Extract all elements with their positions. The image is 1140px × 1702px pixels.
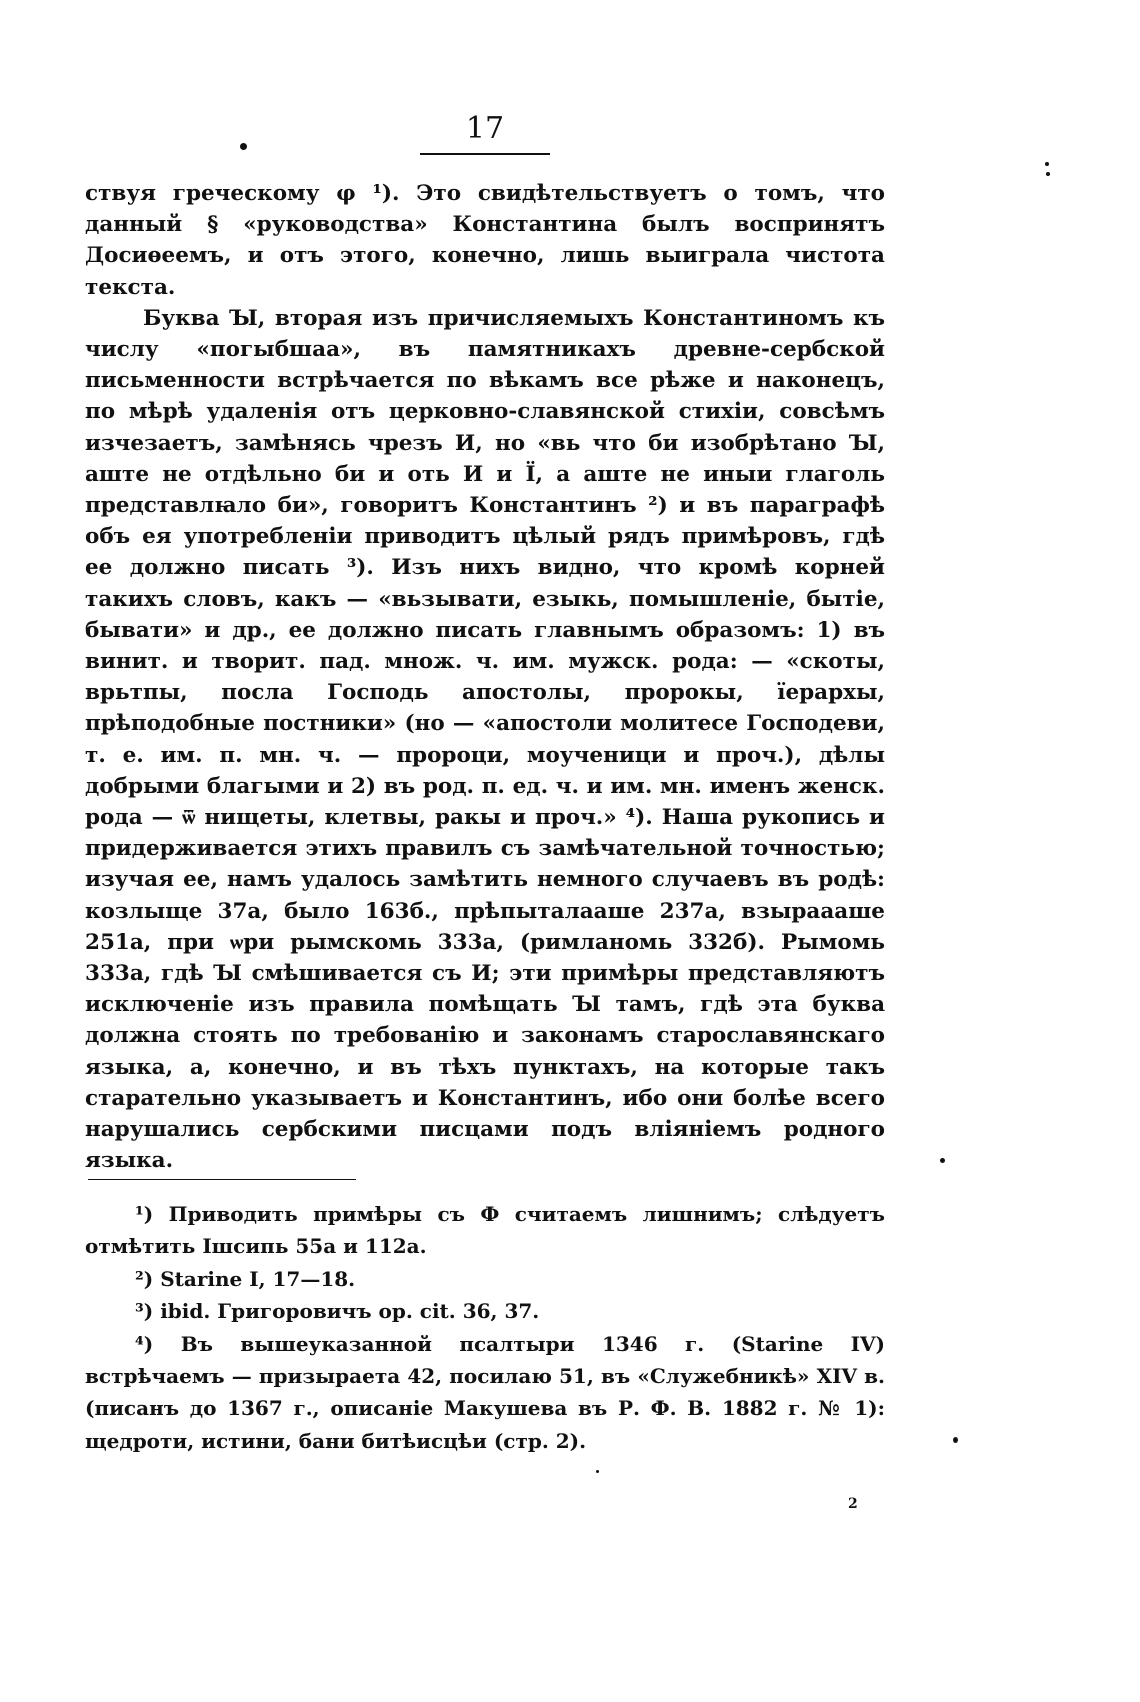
- main-text: [85, 178, 885, 1177]
- footnote-separator: [88, 1179, 356, 1180]
- footnote-text: Starine I, 17—18.: [160, 1266, 356, 1291]
- footnote-3: [85, 1295, 885, 1327]
- paragraph-1: ствуя греческому φ ¹). Это свидѣтельствуетъ о томъ, что данный § «руководства» Константина былъ воспринятъ Досиѳеемъ, и отъ этого, конечно, лишь выиграла чистота текста.: [85, 181, 885, 300]
- footnote-marker: ⁴): [135, 1331, 154, 1356]
- footnote-marker: ¹): [135, 1202, 154, 1226]
- scan-speck: [240, 143, 247, 150]
- scan-speck: [596, 1470, 599, 1473]
- footnote-2: [85, 1263, 885, 1295]
- footnote-text: Приводить примѣры съ Ф считаемъ лишнимъ; слѣдуетъ отмѣтить Ішсипь 55а и 112а.: [85, 1202, 885, 1259]
- scan-speck: [1045, 162, 1049, 166]
- scan-speck: [953, 1437, 958, 1443]
- footnote-text: ibid. Григоровичъ op. cit. 36, 37.: [160, 1299, 540, 1324]
- page-number-rule: [420, 153, 550, 155]
- scan-speck: [940, 1158, 945, 1163]
- scan-speck: [1046, 172, 1050, 176]
- footnote-marker: ²): [135, 1266, 154, 1291]
- footnote-1: [85, 1198, 885, 1263]
- footnotes: [85, 1198, 885, 1457]
- footnote-4: [85, 1328, 885, 1458]
- paragraph-2: Буква Ꙑ, вторая изъ причисляемыхъ Константиномъ къ числу «погыбшаа», въ памятникахъ древне-сербской письменности встрѣчается по вѣкамъ все рѣже и наконецъ, по мѣрѣ удаленія отъ церковно-славянской стихіи, совсѣмъ изчезаетъ, замѣнясь чрезъ И, но «вь что би изобрѣтано Ꙑ, аште не отдѣльно би и оть И и Ї, а аште не иныи глаголь представлꙗло би», говоритъ Константинъ ²) и въ параграфѣ объ ея употребленіи приводитъ цѣлый рядъ примѣровъ, гдѣ ее должно писать ³). Изъ нихъ видно, что кромѣ корней такихъ словъ, какъ — «вьзывати, езыкь, помышленіе, бытіе, бывати» и др., ее должно писать главнымъ образомъ: 1) въ винит. и творит. пад. множ. ч. им. мужск. рода: — «скоты, врьтпы, посла Господь апостолы, пророкы, їерархы, прѣподобные постники» (но — «апостоли молитесе Господеви, т. е. им. п. мн. ч. — пророци, моученици и проч.), дѣлы добрыми благыми и 2) въ род. п. ед. ч. и им. мн. именъ женск. рода — ѿ нищеты, клетвы, ракы и проч.» ⁴). Наша рукопись и придерживается этихъ правилъ съ замѣчательной точностью; изучая ее, намъ удалось замѣтить немного случаевъ въ родѣ: козлыще 37а, было 163б., прѣпыталааше 237а, взыраааше 251а, при ѡри рымскомь 333а, (римланомь 332б). Рымомь 333а, гдѣ Ꙑ смѣшивается съ И; эти примѣры представляютъ исключеніе изъ правила помѣщать Ꙑ тамъ, гдѣ эта буква должна стоять по требованію и законамъ старославянскаго языка, а, конечно, и въ тѣхъ пунктахъ, на которые такъ старательно указываетъ и Константинъ, ибо они болѣе всего нарушались сербскими писцами подъ вліяніемъ родного языка.: [85, 305, 885, 1174]
- footnote-text: Въ вышеуказанной псалтыри 1346 г. (Starine IV) встрѣчаемъ — призыраета 42, посилаю 51, въ «Служебникѣ» XIV в. (писанъ до 1367 г., описаніе Макушева въ Р. Ф. В. 1882 г. № 1): щедроти, истини, бани битѣисцѣи (стр. 2).: [85, 1331, 885, 1453]
- printer-signature-mark: 2: [848, 1496, 858, 1512]
- page-number: 17: [465, 111, 505, 146]
- footnote-marker: ³): [135, 1299, 154, 1324]
